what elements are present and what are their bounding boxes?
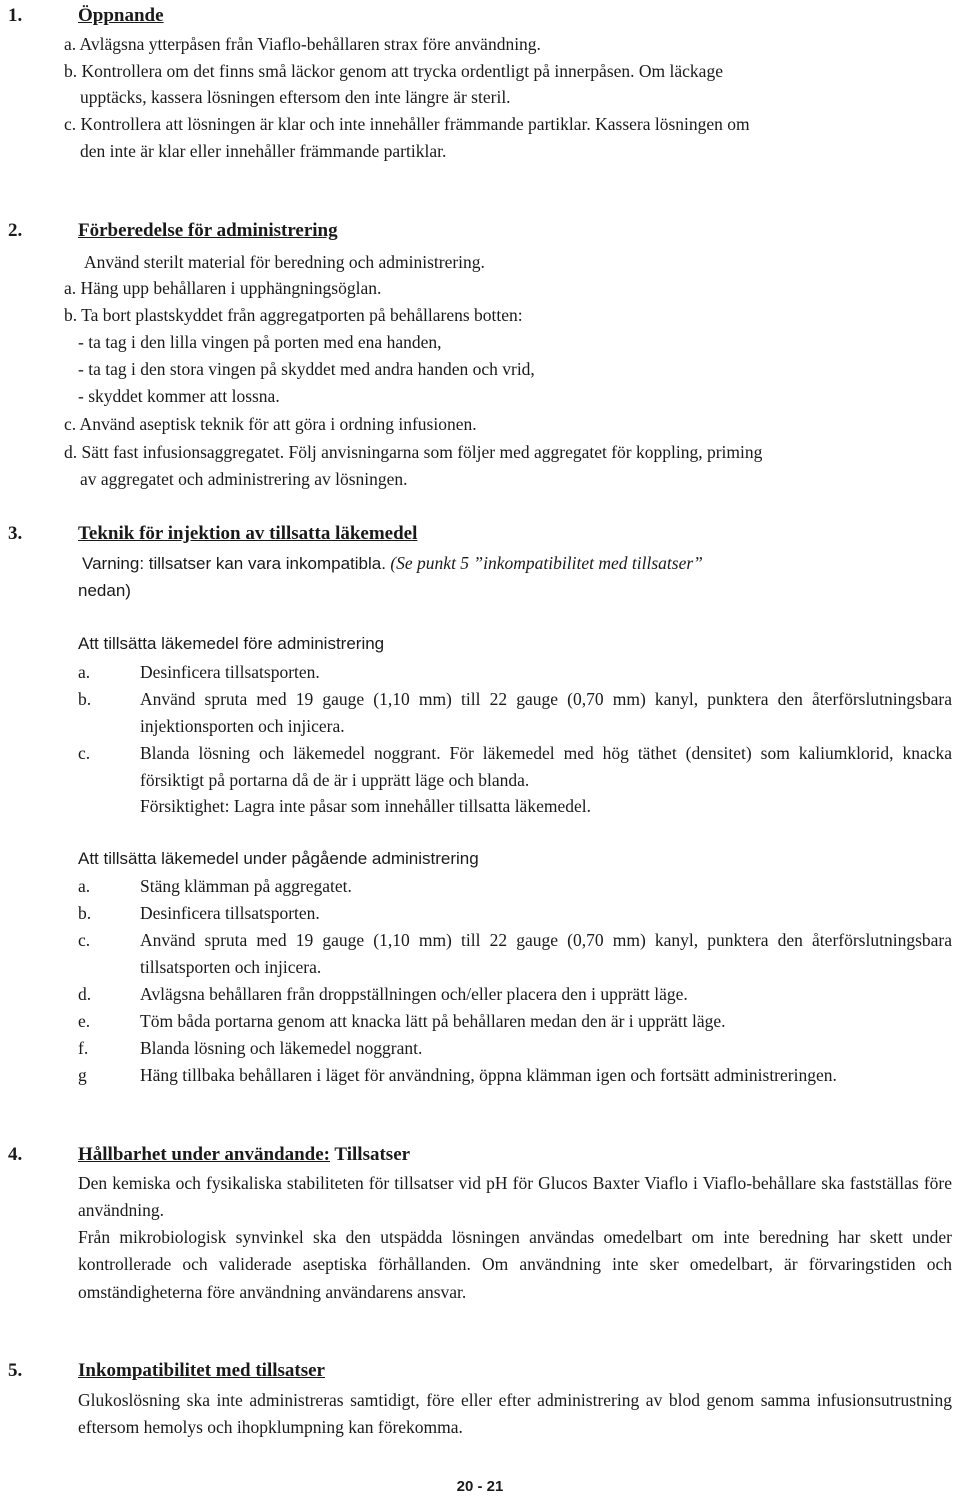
section-1-heading xyxy=(8,5,164,27)
s2-line-a: a. Häng upp behållaren i upphängningsöglan. xyxy=(64,278,382,298)
s3-before-heading: Att tillsätta läkemedel före administrering xyxy=(78,634,385,653)
s3-warning-line xyxy=(82,550,703,577)
s1-line-b-cont: upptäcks, kassera lösningen eftersom den inte längre är steril. xyxy=(80,87,511,107)
item-text: Avlägsna behållaren från droppställningen och/eller placera den i upprätt läge. xyxy=(140,984,688,1004)
item-text: Töm båda portarna genom att knacka lätt på behållaren medan den är i upprätt läge. xyxy=(140,1011,726,1031)
item-text: Använd spruta med 19 gauge (1,10 mm) till 22 gauge (0,70 mm) kanyl, punktera den återförslutningsbara tillsatsporten och injicera. xyxy=(140,930,952,977)
section-3-title: Teknik för injektion av tillsatta läkemedel xyxy=(78,523,418,544)
s3-during-item-d xyxy=(78,981,952,1008)
s2-dash-1: - ta tag i den lilla vingen på porten med ena handen, xyxy=(78,332,442,352)
section-4-heading xyxy=(8,1144,410,1166)
section-4-title-tail: Tillsatser xyxy=(334,1144,411,1165)
s3-warning: Varning: tillsatser kan vara inkompatibla. xyxy=(82,554,386,573)
item-label: e. xyxy=(78,1011,91,1031)
s3-during-item-e xyxy=(78,1008,952,1035)
section-5-title: Inkompatibilitet med tillsatser xyxy=(78,1360,325,1381)
item-label: d. xyxy=(78,984,92,1004)
s3-during-item-g xyxy=(78,1062,952,1089)
item-text: Desinficera tillsatsporten. xyxy=(140,662,320,682)
item-label: f. xyxy=(78,1038,89,1058)
s1-line-c: c. Kontrollera att lösningen är klar och inte innehåller främmande partiklar. Kassera lösningen om xyxy=(64,114,750,134)
s4-paragraph-1: Den kemiska och fysikaliska stabiliteten för tillsatser vid pH för Glucos Baxter Viaflo i Viaflo-behållare ska fastställas före användning. xyxy=(78,1173,952,1221)
s3-during-item-c xyxy=(78,927,952,981)
s3-reference: (Se punkt 5 ”inkompatibilitet med tillsatser” xyxy=(390,553,703,573)
item-label: b. xyxy=(78,903,92,923)
item-label: a. xyxy=(78,662,91,682)
item-label: c. xyxy=(78,930,91,950)
s3-caution: Försiktighet: Lagra inte påsar som innehåller tillsatta läkemedel. xyxy=(140,796,591,816)
item-text: Stäng klämman på aggregatet. xyxy=(140,876,352,896)
section-2-heading xyxy=(8,220,338,242)
s5-paragraph-1: Glukoslösning ska inte administreras samtidigt, före eller efter administrering av blod genom samma infusionsutrustning eftersom hemolys och ihopklumpning kan förekomma. xyxy=(78,1390,952,1438)
section-1-title: Öppnande xyxy=(78,5,164,26)
section-2-title: Förberedelse för administrering xyxy=(78,220,338,241)
s1-line-b: b. Kontrollera om det finns små läckor genom att trycka ordentligt på innerpåsen. Om läckage xyxy=(64,61,723,81)
item-text: Använd spruta med 19 gauge (1,10 mm) till 22 gauge (0,70 mm) kanyl, punktera den återförslutningsbara injektionsporten och injicera. xyxy=(140,689,952,736)
s3-during-item-f xyxy=(78,1035,952,1062)
s3-during-item-b xyxy=(78,900,952,927)
s3-before-item-a xyxy=(78,659,952,686)
section-2-number: 2. xyxy=(8,220,23,241)
s2-line-d: d. Sätt fast infusionsaggregatet. Följ anvisningarna som följer med aggregatet för koppling, priming xyxy=(64,442,763,462)
section-4-title: Hållbarhet under användande: xyxy=(78,1144,330,1165)
section-5-heading xyxy=(8,1360,325,1382)
s3-before-item-b xyxy=(78,686,952,740)
s3-reference-tail: nedan) xyxy=(78,581,131,600)
item-label: a. xyxy=(78,876,91,896)
item-label: b. xyxy=(78,689,92,709)
item-label: c. xyxy=(78,743,91,763)
section-1-number: 1. xyxy=(8,5,23,26)
item-text: Blanda lösning och läkemedel noggrant. För läkemedel med hög täthet (densitet) som kaliumklorid, knacka försiktigt på portarna då de är i upprätt läge och blanda. xyxy=(140,743,952,790)
s1-line-a: a. Avlägsna ytterpåsen från Viaflo-behållaren strax före användning. xyxy=(64,34,541,54)
s2-line-b: b. Ta bort plastskyddet från aggregatporten på behållarens botten: xyxy=(64,305,523,325)
item-text: Häng tillbaka behållaren i läget för användning, öppna klämman igen och fortsätt administreringen. xyxy=(140,1065,837,1085)
s2-line-d-cont: av aggregatet och administrering av lösningen. xyxy=(80,469,408,489)
page-number: 20 - 21 xyxy=(456,1478,504,1495)
s1-line-c-cont: den inte är klar eller innehåller främmande partiklar. xyxy=(80,141,447,161)
s3-during-heading: Att tillsätta läkemedel under pågående administrering xyxy=(78,849,479,868)
item-text: Desinficera tillsatsporten. xyxy=(140,903,320,923)
item-text: Blanda lösning och läkemedel noggrant. xyxy=(140,1038,423,1058)
section-4-number: 4. xyxy=(8,1144,23,1165)
s3-before-item-c xyxy=(78,740,952,794)
item-label: g xyxy=(78,1065,87,1085)
s3-during-item-a xyxy=(78,873,952,900)
s2-line-c: c. Använd aseptisk teknik för att göra i ordning infusionen. xyxy=(64,414,477,434)
section-3-heading xyxy=(8,523,417,545)
section-5-number: 5. xyxy=(8,1360,23,1381)
section-3-number: 3. xyxy=(8,523,23,544)
s4-paragraph-2: Från mikrobiologisk synvinkel ska den utspädda lösningen användas omedelbart om inte beredning har skett under kontrollerade och validerade aseptiska förhållanden. Om användning inte sker omedelbart, är förvaringstiden och omständigheterna före användning användarens ansvar. xyxy=(78,1227,952,1302)
s2-dash-2: - ta tag i den stora vingen på skyddet med andra handen och vrid, xyxy=(78,359,535,379)
s2-intro: Använd sterilt material för beredning och administrering. xyxy=(84,252,485,272)
s2-dash-3: - skyddet kommer att lossna. xyxy=(78,386,280,406)
